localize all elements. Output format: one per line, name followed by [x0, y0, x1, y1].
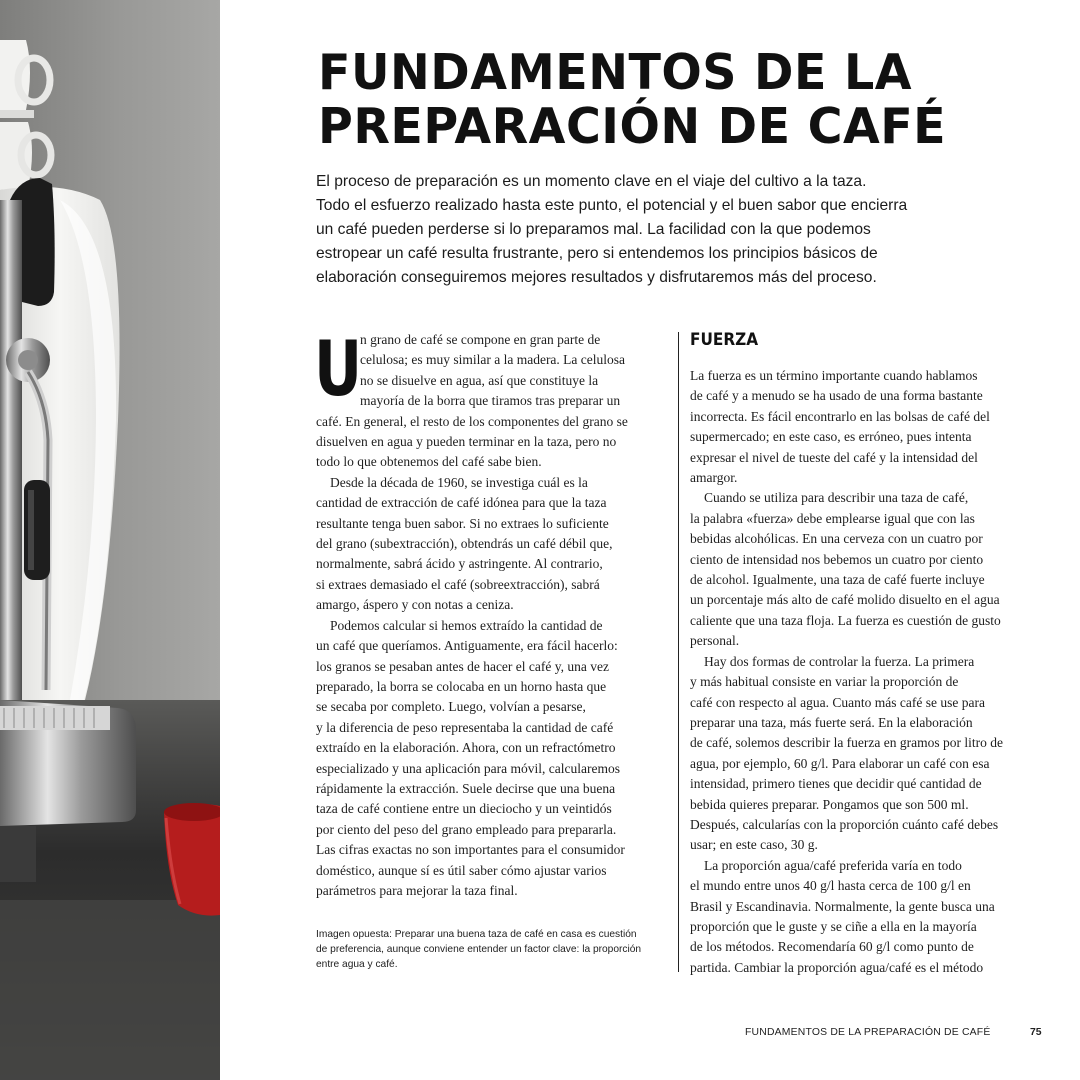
body-line: Desde la década de 1960, se investiga cuál es la: [330, 474, 588, 490]
body-line: proporción que le guste y se ciñe a ella en la mayoría: [690, 918, 977, 934]
body-line: amargo, áspero y con notas a ceniza.: [316, 597, 514, 613]
caption-line: de preferencia, aunque conviene entender un factor clave: la proporción: [316, 943, 642, 955]
body-line: mayoría de la borra que tiramos tras preparar un: [360, 393, 621, 409]
body-line: un porcentaje más alto de café molido disuelto en el agua: [690, 592, 1000, 608]
body-line: caliente que una taza floja. La fuerza es cuestión de gusto: [690, 612, 1001, 628]
body-line: los granos se pesaban antes de hacer el café y, una vez: [316, 658, 609, 674]
left-body-column: [314, 324, 668, 901]
body-line: del grano (subextracción), obtendrás un café débil que,: [316, 536, 613, 552]
body-line: cantidad de extracción de café idónea para que la taza: [316, 495, 607, 511]
body-line: incorrecta. Es fácil encontrarlo en las bolsas de café del: [690, 408, 990, 424]
intro-paragraph: [316, 170, 956, 290]
caption-line: Imagen opuesta: Preparar una buena taza de café en casa es cuestión: [316, 929, 637, 940]
body-line: Podemos calcular si hemos extraído la cantidad de: [330, 617, 603, 633]
body-line: preparado, la borra se colocaba en un horno hasta que: [316, 678, 607, 694]
body-line: de los métodos. Recomendaría 60 g/l como punto de: [690, 939, 974, 955]
body-line: de café, solemos describir la fuerza en gramos por litro de: [690, 735, 1003, 751]
body-line: la palabra «fuerza» debe emplearse igual que con las: [690, 510, 975, 526]
body-line: Las cifras exactas no son importantes para el consumidor: [316, 842, 625, 858]
drop-cap: U: [314, 324, 363, 413]
caption-line: entre agua y café.: [316, 958, 398, 970]
body-line: partida. Cambiar la proporción agua/café es el método: [690, 959, 984, 975]
body-line: resultante tenga buen sabor. Si no extraes lo suficiente: [316, 515, 609, 531]
body-line: amargor.: [690, 470, 738, 486]
body-line: intensidad, primero tienes que decidir qué cantidad de: [690, 776, 982, 792]
column-divider: [678, 332, 679, 972]
body-line: preparar una taza, más fuerte será. En la elaboración: [690, 714, 973, 730]
page-title: [318, 46, 1016, 154]
body-line: un café que queríamos. Antiguamente, era fácil hacerlo:: [316, 638, 618, 654]
body-line: rápidamente la extracción. Suele decirse que una buena: [316, 780, 616, 796]
body-line: disuelven en agua y pueden terminar en la taza, pero no: [316, 434, 617, 450]
page-number: 75: [1030, 1027, 1042, 1038]
body-line: taza de café contiene entre un dieciocho y un veintidós: [316, 801, 612, 817]
body-line: de café y a menudo se ha usado de una forma bastante: [690, 388, 983, 404]
body-line: bebidas alcohólicas. En una cerveza con un cuatro por: [690, 531, 983, 547]
body-line: y la diferencia de peso representaba la cantidad de café: [316, 719, 614, 735]
body-line: agua, por ejemplo, 60 g/l. Para elaborar un café con esa: [690, 755, 990, 771]
body-line: Después, calcularías con la proporción cuánto café debes: [690, 816, 999, 832]
intro-line: elaboración conseguiremos mejores resultados y disfrutaremos más del proceso.: [316, 269, 877, 286]
body-line: café. En general, el resto de los componentes del grano se: [316, 413, 628, 429]
section-heading: FUERZA: [690, 330, 759, 350]
body-line: no se disuelve en agua, así que constituye la: [360, 372, 599, 388]
body-line: personal.: [690, 633, 740, 649]
body-line: se secaba por completo. Luego, volvían a pesarse,: [316, 699, 586, 715]
body-line: extraído en la elaboración. Ahora, con un refractómetro: [316, 740, 616, 756]
image-caption: [316, 928, 666, 972]
intro-line: Todo el esfuerzo realizado hasta este punto, el potencial y el buen sabor que encierra: [316, 197, 908, 214]
body-line: Brasil y Escandinavia. Normalmente, la gente busca una: [690, 898, 995, 914]
title-line: FUNDAMENTOS DE LA: [318, 44, 913, 101]
body-line: si extraes demasiado el café (sobreextracción), sabrá: [316, 576, 600, 592]
body-line: por ciento del peso del grano empleado para prepararla.: [316, 821, 617, 837]
espresso-machine-photo: [0, 0, 220, 1080]
body-line: n grano de café se compone en gran parte de: [360, 332, 601, 347]
body-line: usar; en este caso, 30 g.: [690, 837, 818, 853]
body-line: y más habitual consiste en variar la proporción de: [690, 674, 959, 690]
body-line: La fuerza es un término importante cuando hablamos: [690, 368, 978, 383]
intro-line: un café pueden perderse si lo preparamos mal. La facilidad con la que podemos: [316, 221, 871, 238]
running-head: FUNDAMENTOS DE LA PREPARACIÓN DE CAFÉ: [745, 1027, 991, 1038]
body-line: La proporción agua/café preferida varía en todo: [704, 857, 962, 873]
intro-line: El proceso de preparación es un momento clave en el viaje del cultivo a la taza.: [316, 173, 867, 190]
body-line: el mundo entre unos 40 g/l hasta cerca de 100 g/l en: [690, 878, 971, 894]
body-line: de alcohol. Igualmente, una taza de café fuerte incluye: [690, 572, 985, 588]
body-line: Hay dos formas de controlar la fuerza. La primera: [704, 653, 975, 669]
body-line: celulosa; es muy similar a la madera. La celulosa: [360, 352, 626, 368]
body-line: Cuando se utiliza para describir una taza de café,: [704, 490, 969, 506]
body-line: parámetros para mejorar la taza final.: [316, 882, 518, 898]
body-line: especializado y una aplicación para móvil, calcularemos: [316, 760, 620, 776]
body-line: ciento de intensidad nos bebemos un cuatro por ciento: [690, 551, 984, 567]
body-line: normalmente, sabrá ácido y astringente. Al contrario,: [316, 556, 603, 572]
body-line: bebida quieres preparar. Pongamos que son 500 ml.: [690, 796, 969, 812]
intro-line: estropear un café resulta frustrante, pero si entendemos los principios básicos de: [316, 245, 878, 262]
body-line: supermercado; en este caso, es erróneo, pues intenta: [690, 429, 972, 445]
title-line: PREPARACIÓN DE CAFÉ: [318, 98, 947, 155]
right-body-column: [690, 366, 1042, 978]
body-line: expresar el nivel de tueste del café y la intensidad del: [690, 449, 978, 465]
body-line: todo lo que obtenemos del café sabe bien.: [316, 454, 542, 470]
body-line: doméstico, aunque sí es útil saber cómo ajustar varios: [316, 862, 607, 878]
body-line: café con respecto al agua. Cuanto más café se use para: [690, 694, 985, 710]
